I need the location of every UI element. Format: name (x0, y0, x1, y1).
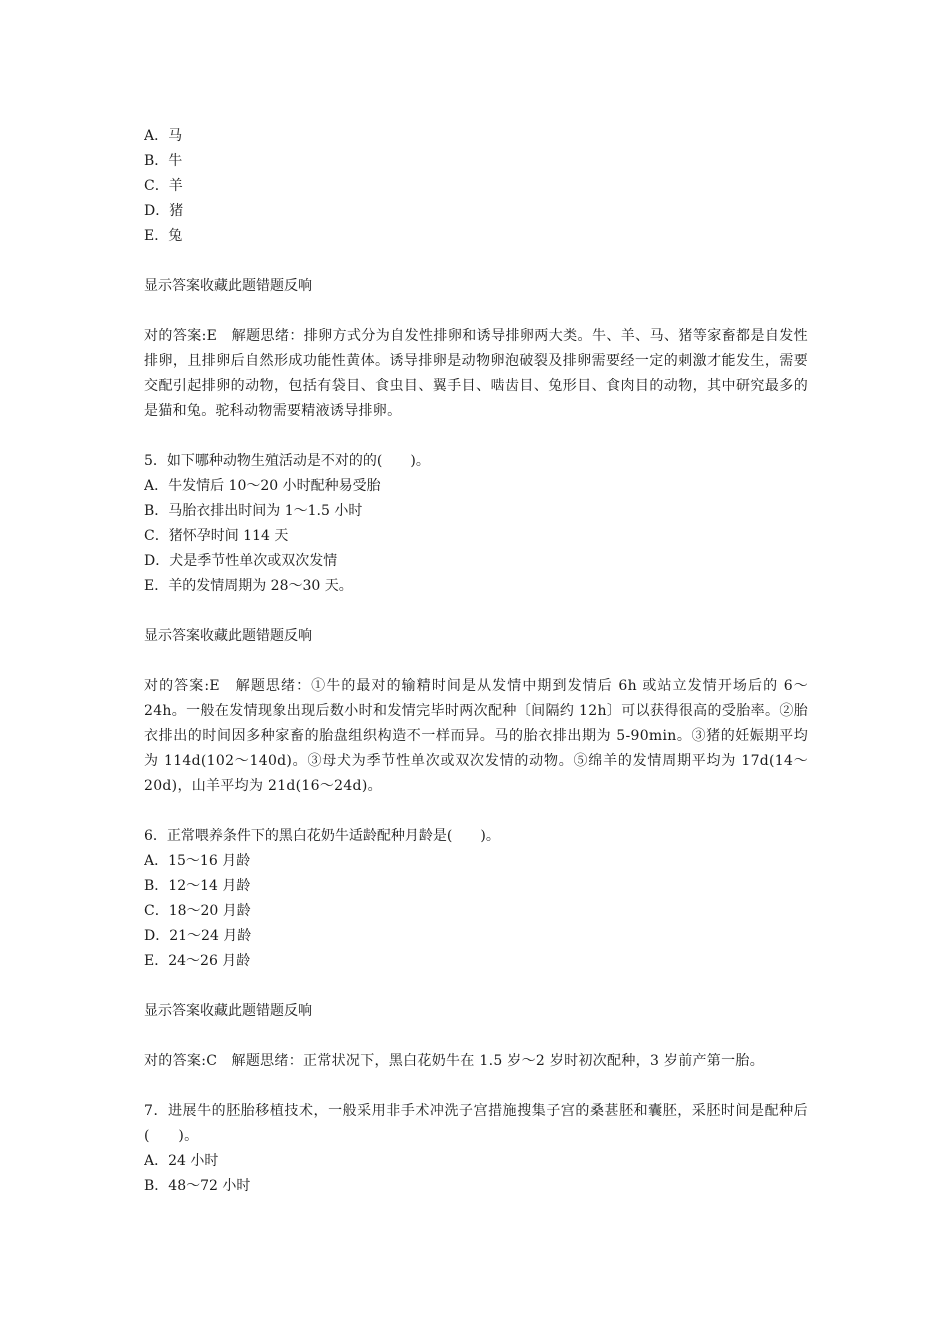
document-page (144, 124, 808, 1199)
option-d[interactable]: D．犬是季节性单次或双次发情 (144, 553, 338, 569)
question-7-options (144, 1149, 808, 1199)
option-b[interactable]: B．马胎衣排出时间为 1～1.5 小时 (144, 503, 363, 519)
question-5-actions[interactable]: 显示答案收藏此题错题反响 (144, 628, 312, 644)
option-c[interactable]: C．羊 (144, 178, 183, 194)
question-6-options (144, 849, 808, 974)
question-5-answer: 对的答案:E 解题思绪：①牛的最对的输精时间是从发情中期到发情后 6h 或站立发情开场后的 6～24h。一般在发情现象出现后数小时和发情完毕时两次配种〔间隔约 12h〕可以获得很高的受胎率。②胎衣排出的时间因多种家畜的胎盘组织构造不一样而异。马的胎衣排出期为 5-90min。③猪的妊娠期平均为 114d(102～140d)。③母犬为季节性单次或双次发情的动物。⑤绵羊的发情周期平均为 17d(14～20d)，山羊平均为 21d(16～24d)。 (144, 678, 808, 794)
question-4-actions[interactable]: 显示答案收藏此题错题反响 (144, 278, 312, 294)
question-4-answer: 对的答案:E 解题思绪：排卵方式分为自发性排卵和诱导排卵两大类。牛、羊、马、猪等家畜都是自发性排卵，且排卵后自然形成功能性黄体。诱导排卵是动物卵泡破裂及排卵需要经一定的刺激才能发生，需要交配引起排卵的动物，包括有袋目、食虫目、翼手目、啮齿目、兔形目、食肉目的动物，其中研究最多的是猫和兔。驼科动物需要精液诱导排卵。 (144, 328, 808, 419)
option-c[interactable]: C．猪怀孕时间 114 天 (144, 528, 289, 544)
option-a[interactable]: A．15～16 月龄 (144, 853, 251, 869)
option-d[interactable]: D．猪 (144, 203, 184, 219)
option-e[interactable]: E．24～26 月龄 (144, 953, 251, 969)
option-b[interactable]: B．12～14 月龄 (144, 878, 251, 894)
question-6-text: 6．正常喂养条件下的黑白花奶牛适龄配种月龄是( )。 (144, 828, 500, 844)
question-6-answer: 对的答案:C 解题思绪：正常状况下，黑白花奶牛在 1.5 岁～2 岁时初次配种，3 岁前产第一胎。 (144, 1053, 765, 1069)
option-b[interactable]: B．牛 (144, 153, 183, 169)
question-5-text: 5．如下哪种动物生殖活动是不对的的( )。 (144, 453, 430, 469)
option-b[interactable]: B．48～72 小时 (144, 1178, 251, 1194)
option-a[interactable]: A．马 (144, 128, 183, 144)
option-d[interactable]: D．21～24 月龄 (144, 928, 252, 944)
question-5-options (144, 474, 808, 599)
option-c[interactable]: C．18～20 月龄 (144, 903, 251, 919)
option-e[interactable]: E．羊的发情周期为 28～30 天。 (144, 578, 353, 594)
option-a[interactable]: A．24 小时 (144, 1153, 219, 1169)
question-4-options (144, 124, 808, 249)
question-6-actions[interactable]: 显示答案收藏此题错题反响 (144, 1003, 312, 1019)
option-e[interactable]: E．兔 (144, 228, 183, 244)
option-a[interactable]: A．牛发情后 10～20 小时配种易受胎 (144, 478, 381, 494)
question-7-text: 7．进展牛的胚胎移植技术，一般采用非手术冲洗子宫措施搜集子宫的桑葚胚和囊胚，采胚时间是配种后( )。 (144, 1103, 808, 1144)
